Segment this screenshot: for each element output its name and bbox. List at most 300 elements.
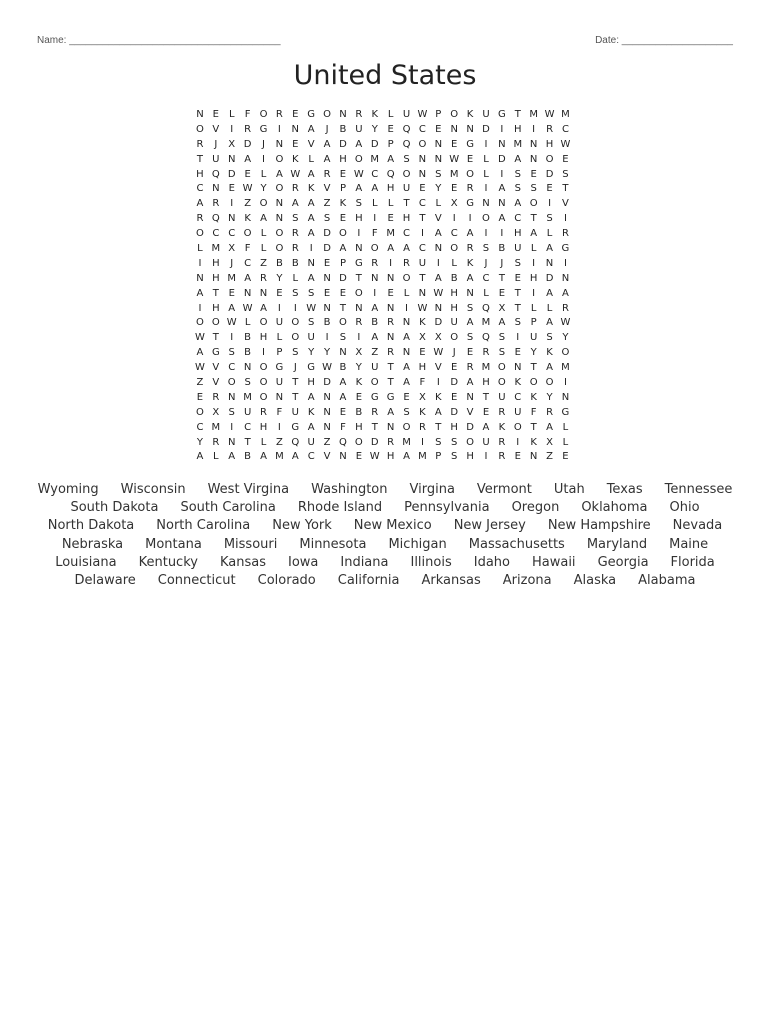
grid-letter: O (354, 287, 363, 299)
grid-letter: O (354, 436, 363, 448)
grid-letter: S (292, 347, 299, 359)
grid-letter: M (513, 138, 523, 150)
grid-letter: T (196, 153, 203, 165)
grid-letter: N (434, 243, 443, 255)
grid-letter: N (386, 272, 395, 284)
grid-letter: T (514, 287, 521, 299)
grid-letter: I (262, 347, 265, 359)
grid-row (192, 153, 573, 168)
grid-letter: O (545, 377, 554, 389)
grid-letter: L (371, 198, 378, 210)
grid-letter: E (228, 287, 235, 299)
word-bank-item: Delaware (74, 573, 136, 589)
grid-letter: A (307, 228, 315, 240)
grid-letter: A (498, 317, 506, 329)
grid-letter: S (435, 168, 442, 180)
grid-letter: M (481, 362, 491, 374)
grid-letter: E (419, 183, 426, 195)
grid-letter: N (339, 109, 347, 120)
word-bank-line (20, 498, 750, 516)
grid-letter: R (212, 391, 220, 403)
grid-letter: F (244, 243, 251, 255)
grid-letter: O (339, 317, 347, 329)
grid-letter: S (498, 347, 506, 359)
grid-letter: R (403, 257, 410, 269)
grid-letter: J (452, 347, 456, 359)
grid-letter: G (466, 138, 474, 150)
grid-letter: R (291, 228, 299, 240)
grid-letter: J (325, 123, 329, 135)
grid-letter: I (230, 421, 234, 433)
grid-letter: W (242, 183, 253, 195)
grid-letter: O (196, 317, 204, 329)
grid-letter: T (514, 109, 521, 120)
grid-letter: N (514, 362, 522, 374)
grid-letter: Z (260, 257, 267, 269)
grid-letter: A (434, 272, 442, 284)
grid-letter: O (259, 317, 268, 329)
grid-letter: N (434, 302, 443, 314)
grid-letter: I (532, 123, 536, 135)
grid-letter: Z (196, 377, 204, 389)
grid-letter: B (450, 272, 458, 284)
grid-letter: E (323, 287, 331, 299)
grid-letter: W (433, 347, 444, 359)
grid-letter: I (484, 183, 488, 195)
grid-letter: S (466, 332, 474, 344)
grid-letter: A (546, 362, 553, 374)
grid-letter: W (369, 451, 380, 463)
word-bank-item: Hawaii (531, 554, 576, 570)
grid-row (192, 421, 573, 436)
grid-letter: S (308, 287, 315, 299)
grid-letter: O (291, 317, 300, 329)
grid-letter: U (307, 332, 315, 344)
grid-letter: K (371, 109, 379, 120)
grid-letter: I (452, 213, 456, 225)
grid-letter: O (402, 168, 411, 180)
grid-letter: K (244, 213, 251, 225)
grid-letter: I (405, 302, 408, 314)
grid-letter: R (387, 347, 395, 359)
grid-letter: N (466, 391, 474, 403)
grid-letter: A (546, 287, 553, 299)
grid-letter: G (354, 257, 363, 269)
grid-letter: I (563, 377, 567, 389)
grid-letter: N (466, 287, 474, 299)
grid-letter: L (260, 168, 267, 180)
grid-letter: K (514, 377, 522, 389)
word-bank-item: Nevada (672, 518, 723, 534)
grid-letter: A (434, 406, 442, 418)
grid-letter: C (418, 198, 426, 210)
grid-letter: N (323, 406, 331, 418)
grid-letter: K (530, 391, 537, 403)
grid-letter: P (387, 138, 394, 150)
grid-letter: I (277, 421, 281, 433)
grid-letter: D (370, 436, 379, 448)
grid-letter: R (561, 228, 569, 240)
grid-letter: O (259, 109, 268, 120)
grid-letter: C (244, 257, 252, 269)
grid-letter: M (449, 168, 459, 180)
grid-letter: I (357, 228, 361, 240)
grid-letter: O (466, 436, 475, 448)
grid-letter: B (339, 123, 347, 135)
grid-letter: Q (211, 168, 220, 180)
grid-letter: B (323, 317, 331, 329)
grid-letter: D (498, 153, 506, 165)
grid-letter: M (561, 362, 570, 374)
grid-letter: C (450, 228, 458, 240)
grid-letter: I (357, 332, 361, 344)
word-bank-item: Massachusetts (468, 536, 565, 552)
grid-letter: W (226, 317, 237, 329)
grid-letter: S (546, 213, 553, 225)
word-bank-item: Washington (311, 481, 388, 497)
grid-letter: H (386, 183, 395, 195)
grid-letter: L (387, 109, 394, 120)
grid-letter: G (259, 123, 268, 135)
grid-row (192, 272, 573, 287)
grid-letter: A (196, 347, 204, 359)
grid-letter: G (307, 362, 316, 374)
grid-letter: L (228, 109, 235, 120)
word-bank-item: Wyoming (37, 481, 99, 497)
grid-letter: L (546, 228, 553, 240)
grid-letter: S (339, 332, 347, 344)
grid-letter: N (227, 436, 236, 448)
grid-letter: D (450, 406, 459, 418)
grid-letter: N (482, 198, 490, 210)
grid-letter: A (228, 451, 236, 463)
grid-letter: C (371, 168, 379, 180)
grid-row (192, 316, 573, 331)
grid-letter: A (546, 243, 553, 255)
grid-letter: C (196, 183, 204, 195)
grid-letter: O (402, 421, 411, 433)
grid-letter: U (402, 109, 411, 120)
grid-letter: E (387, 123, 394, 135)
grid-letter: S (228, 406, 235, 418)
grid-letter: S (435, 436, 442, 448)
grid-row (192, 212, 573, 227)
grid-letter: O (482, 213, 490, 225)
grid-letter: U (529, 332, 538, 344)
grid-letter: W (306, 302, 317, 314)
grid-letter: X (228, 243, 236, 255)
grid-letter: A (387, 406, 395, 418)
grid-letter: I (500, 123, 504, 135)
grid-letter: R (355, 317, 363, 329)
grid-letter: X (418, 391, 426, 403)
grid-letter: V (466, 406, 474, 418)
grid-letter: D (339, 272, 347, 284)
grid-letter: D (323, 377, 331, 389)
grid-letter: E (355, 451, 363, 463)
grid-letter: Z (323, 436, 331, 448)
grid-letter: S (546, 332, 553, 344)
grid-letter: I (548, 198, 552, 210)
grid-letter: H (386, 451, 395, 463)
grid-letter: N (196, 109, 204, 120)
grid-letter: S (403, 406, 410, 418)
grid-letter: L (483, 287, 489, 299)
grid-letter: E (546, 183, 553, 195)
grid-letter: K (466, 257, 474, 269)
grid-letter: K (307, 183, 315, 195)
grid-letter: I (230, 123, 234, 135)
grid-letter: C (561, 123, 569, 135)
grid-letter: A (371, 332, 379, 344)
grid-letter: W (417, 302, 428, 314)
grid-letter: A (371, 302, 379, 314)
grid-letter: O (227, 377, 236, 389)
grid-letter: W (544, 109, 555, 120)
grid-letter: T (212, 287, 219, 299)
grid-letter: Y (546, 391, 553, 403)
grid-letter: T (244, 436, 251, 448)
grid-letter: W (560, 138, 571, 150)
grid-letter: L (530, 302, 537, 314)
grid-letter: S (355, 198, 363, 210)
grid-letter: G (497, 109, 506, 120)
grid-letter: A (307, 213, 315, 225)
grid-letter: D (450, 377, 459, 389)
grid-letter: M (370, 153, 380, 165)
grid-row (192, 391, 573, 406)
grid-letter: O (259, 377, 268, 389)
word-bank-line (20, 571, 750, 589)
grid-letter: X (546, 436, 553, 448)
grid-letter: M (275, 451, 284, 463)
grid-letter: I (563, 213, 567, 225)
grid-letter: O (259, 198, 268, 210)
grid-letter: Y (260, 183, 267, 195)
grid-letter: L (244, 317, 251, 329)
grid-letter: T (371, 421, 378, 433)
grid-letter: M (529, 109, 538, 120)
grid-letter: A (339, 377, 347, 389)
grid-letter: R (498, 406, 506, 418)
grid-letter: N (227, 391, 236, 403)
grid-letter: E (387, 213, 394, 225)
grid-letter: U (275, 377, 284, 389)
grid-letter: V (562, 198, 569, 210)
grid-letter: I (484, 138, 488, 150)
grid-letter: W (353, 168, 364, 180)
grid-letter: I (309, 243, 313, 255)
grid-letter: P (530, 317, 537, 329)
word-bank-line (20, 553, 750, 571)
grid-row (192, 302, 573, 317)
grid-letter: A (387, 153, 395, 165)
grid-letter: O (275, 153, 284, 165)
grid-letter: N (434, 153, 443, 165)
grid-letter: C (514, 391, 522, 403)
word-bank-item: New Hampshire (547, 518, 651, 534)
grid-letter: C (244, 421, 252, 433)
grid-letter: C (482, 272, 490, 284)
grid-letter: A (466, 272, 474, 284)
grid-letter: R (561, 302, 569, 314)
word-bank-item: Idaho (473, 554, 510, 570)
grid-letter: L (308, 153, 314, 165)
grid-letter: E (387, 287, 394, 299)
grid-letter: A (466, 317, 474, 329)
grid-letter: N (529, 138, 538, 150)
page-title: United States (293, 60, 477, 91)
grid-letter: F (371, 228, 378, 240)
grid-letter: R (275, 109, 283, 120)
grid-letter: S (451, 451, 458, 463)
grid-letter: E (292, 109, 299, 120)
grid-letter: U (450, 317, 458, 329)
grid-letter: M (211, 421, 221, 433)
grid-letter: A (323, 138, 331, 150)
grid-letter: O (497, 377, 506, 389)
grid-letter: I (516, 332, 520, 344)
grid-letter: F (530, 406, 537, 418)
grid-letter: C (212, 228, 220, 240)
word-bank-item: Florida (670, 554, 715, 570)
grid-letter: J (500, 257, 504, 269)
grid-letter: U (275, 317, 284, 329)
grid-letter: L (483, 153, 489, 165)
grid-letter: R (291, 243, 299, 255)
grid-letter: B (244, 332, 252, 344)
grid-letter: K (466, 109, 474, 120)
word-bank-item: New Jersey (453, 518, 526, 534)
grid-letter: E (451, 138, 458, 150)
grid-letter: N (529, 451, 538, 463)
grid-letter: L (387, 198, 394, 210)
grid-letter: Z (323, 198, 331, 210)
grid-letter: E (339, 287, 347, 299)
grid-letter: R (498, 451, 506, 463)
grid-letter: R (196, 138, 204, 150)
grid-letter: N (323, 272, 331, 284)
grid-letter: E (451, 391, 458, 403)
grid-letter: A (339, 243, 347, 255)
grid-letter: I (500, 228, 504, 240)
grid-letter: S (514, 168, 521, 180)
grid-letter: H (466, 451, 474, 463)
grid-letter: Q (339, 436, 347, 448)
grid-letter: N (450, 123, 458, 135)
grid-letter: N (545, 257, 554, 269)
grid-letter: A (323, 153, 331, 165)
grid-letter: W (242, 302, 253, 314)
grid-letter: G (291, 421, 300, 433)
grid-letter: H (513, 123, 522, 135)
grid-letter: S (308, 317, 315, 329)
grid-letter: A (403, 451, 410, 463)
grid-letter: N (212, 183, 220, 195)
grid-letter: A (466, 228, 474, 240)
grid-letter: V (212, 362, 220, 374)
grid-letter: J (230, 257, 234, 269)
grid-letter: Q (211, 213, 220, 225)
grid-letter: A (339, 391, 347, 403)
grid-letter: Z (546, 451, 553, 463)
grid-letter: A (196, 198, 204, 210)
grid-letter: E (498, 287, 506, 299)
grid-letter: L (213, 451, 219, 463)
grid-letter: Y (324, 347, 331, 359)
grid-letter: B (244, 347, 252, 359)
grid-letter: O (402, 272, 411, 284)
grid-letter: F (419, 377, 426, 389)
grid-letter: R (260, 406, 267, 418)
grid-letter: A (228, 302, 236, 314)
grid-letter: V (212, 123, 220, 135)
grid-row (192, 287, 573, 302)
grid-letter: A (260, 302, 267, 314)
grid-letter: N (498, 138, 506, 150)
grid-letter: O (513, 421, 522, 433)
grid-letter: S (292, 287, 299, 299)
grid-letter: Y (530, 347, 537, 359)
grid-letter: R (387, 317, 395, 329)
grid-letter: A (498, 213, 506, 225)
grid-letter: N (275, 198, 284, 210)
word-bank-item: South Dakota (70, 499, 159, 515)
word-bank-item: Maryland (586, 536, 648, 552)
grid-letter: L (260, 243, 267, 255)
grid-letter: I (436, 377, 440, 389)
grid-letter: N (386, 332, 395, 344)
grid-letter: O (545, 153, 554, 165)
grid-letter: P (339, 183, 346, 195)
grid-letter: I (484, 451, 488, 463)
grid-letter: S (292, 213, 299, 225)
grid-letter: X (418, 332, 426, 344)
grid-letter: W (417, 109, 428, 120)
grid-letter: E (562, 451, 569, 463)
word-bank-item: Rhode Island (297, 499, 383, 515)
grid-letter: D (323, 243, 331, 255)
grid-letter: M (418, 451, 427, 463)
grid-letter: R (323, 168, 331, 180)
grid-letter: U (355, 123, 363, 135)
grid-letter: N (561, 391, 570, 403)
grid-letter: T (562, 183, 569, 195)
grid-letter: L (260, 228, 267, 240)
grid-letter: D (370, 138, 379, 150)
grid-letter: B (275, 257, 283, 269)
grid-letter: Q (402, 138, 411, 150)
grid-letter: A (403, 332, 410, 344)
grid-letter: B (339, 362, 347, 374)
word-bank-item: Arizona (502, 573, 552, 589)
grid-letter: K (307, 406, 315, 418)
grid-letter: W (290, 168, 301, 180)
word-bank-item: Indiana (340, 554, 389, 570)
grid-letter: U (307, 436, 315, 448)
grid-letter: K (435, 391, 442, 403)
grid-letter: X (434, 332, 442, 344)
grid-letter: I (532, 287, 536, 299)
grid-letter: N (418, 287, 427, 299)
grid-letter: N (355, 243, 363, 255)
grid-letter: L (483, 168, 489, 180)
grid-letter: T (530, 421, 537, 433)
grid-letter: E (419, 347, 426, 359)
grid-letter: S (514, 257, 521, 269)
grid-letter: H (355, 421, 363, 433)
grid-letter: D (434, 317, 443, 329)
